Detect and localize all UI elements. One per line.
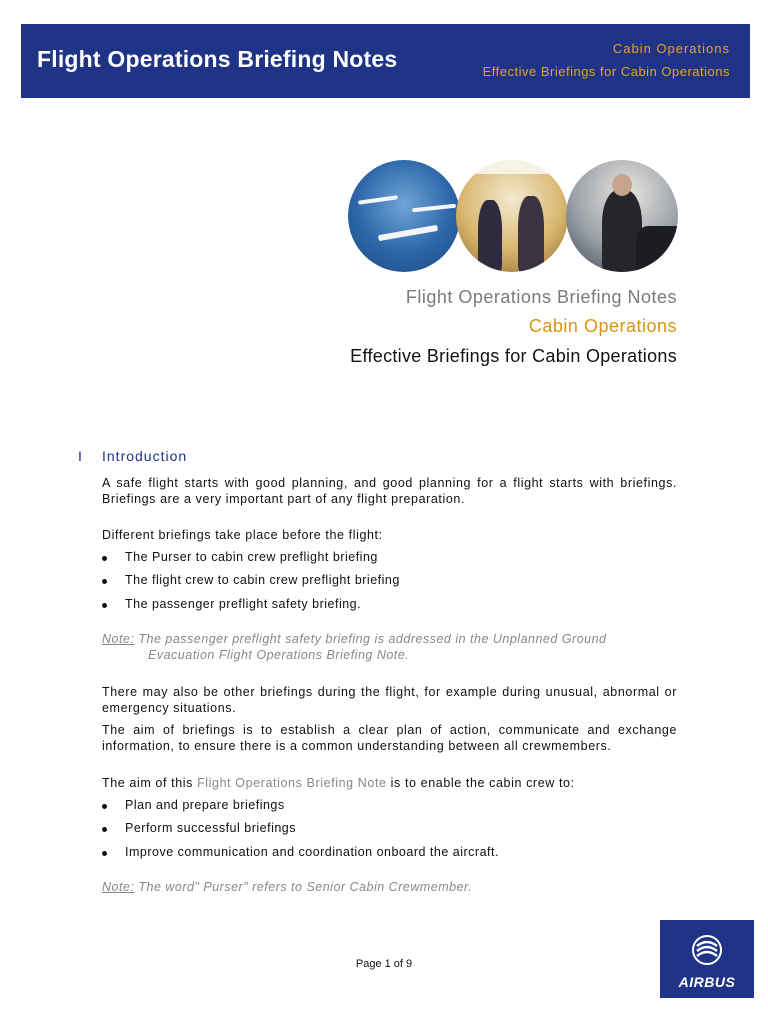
cover-document-title: Effective Briefings for Cabin Operations — [350, 346, 677, 366]
note-2: Note: The word" Purser" refers to Senior Cabin Crewmember. — [102, 880, 473, 894]
bullet-icon — [102, 603, 107, 608]
other-briefings-paragraph: There may also be other briefings during the flight, for example during unusual, abnormal or emergency situations. — [102, 685, 677, 715]
bullet-icon — [102, 579, 107, 584]
section-number: I — [78, 448, 82, 464]
note-label: Note: — [102, 880, 135, 894]
page-number: Page 1 of 9 — [355, 958, 413, 970]
airbus-wordmark: AIRBUS — [678, 974, 736, 990]
cover-category-title: Cabin Operations — [528, 316, 677, 336]
doc-title: Flight Operations Briefing Notes — [37, 46, 398, 72]
bullet-icon — [102, 804, 107, 809]
header-subtitle-topic: Effective Briefings for Cabin Operations — [482, 64, 730, 79]
safety-demonstration-photo — [566, 160, 678, 272]
note-1: Note: The passenger preflight safety briefing is addressed in the Unplanned Ground Evacuation Flight Operations Briefing Note. — [102, 632, 607, 662]
header-subtitle-category: Cabin Operations — [612, 41, 730, 56]
bullet-icon — [102, 556, 107, 561]
bullet-icon — [102, 827, 107, 832]
intro-paragraph: A safe flight starts with good planning, and good planning for a flight starts with briefings. Briefings are a very important part of any flight preparation. — [102, 476, 677, 506]
briefings-lead-paragraph: Different briefings take place before the flight: — [102, 528, 383, 542]
airbus-logo — [660, 920, 754, 998]
note-aim-paragraph: The aim of this Flight Operations Briefing Note is to enable the cabin crew to: — [102, 776, 575, 790]
section-title: Introduction — [102, 448, 188, 464]
header-banner — [21, 24, 750, 98]
cabin-crew-photo — [456, 160, 568, 272]
aim-paragraph: The aim of briefings is to establish a clear plan of action, communicate and exchange information, to ensure there is a common understanding between all crewmembers. — [102, 723, 677, 753]
bullet-icon — [102, 851, 107, 856]
cover-series-title: Flight Operations Briefing Notes — [405, 287, 677, 307]
cover-photos — [348, 160, 680, 274]
airbus-swirl-icon — [691, 934, 723, 966]
note-label: Note: — [102, 632, 135, 646]
aircraft-formation-photo — [348, 160, 460, 272]
fobn-reference: Flight Operations Briefing Note — [197, 776, 387, 790]
